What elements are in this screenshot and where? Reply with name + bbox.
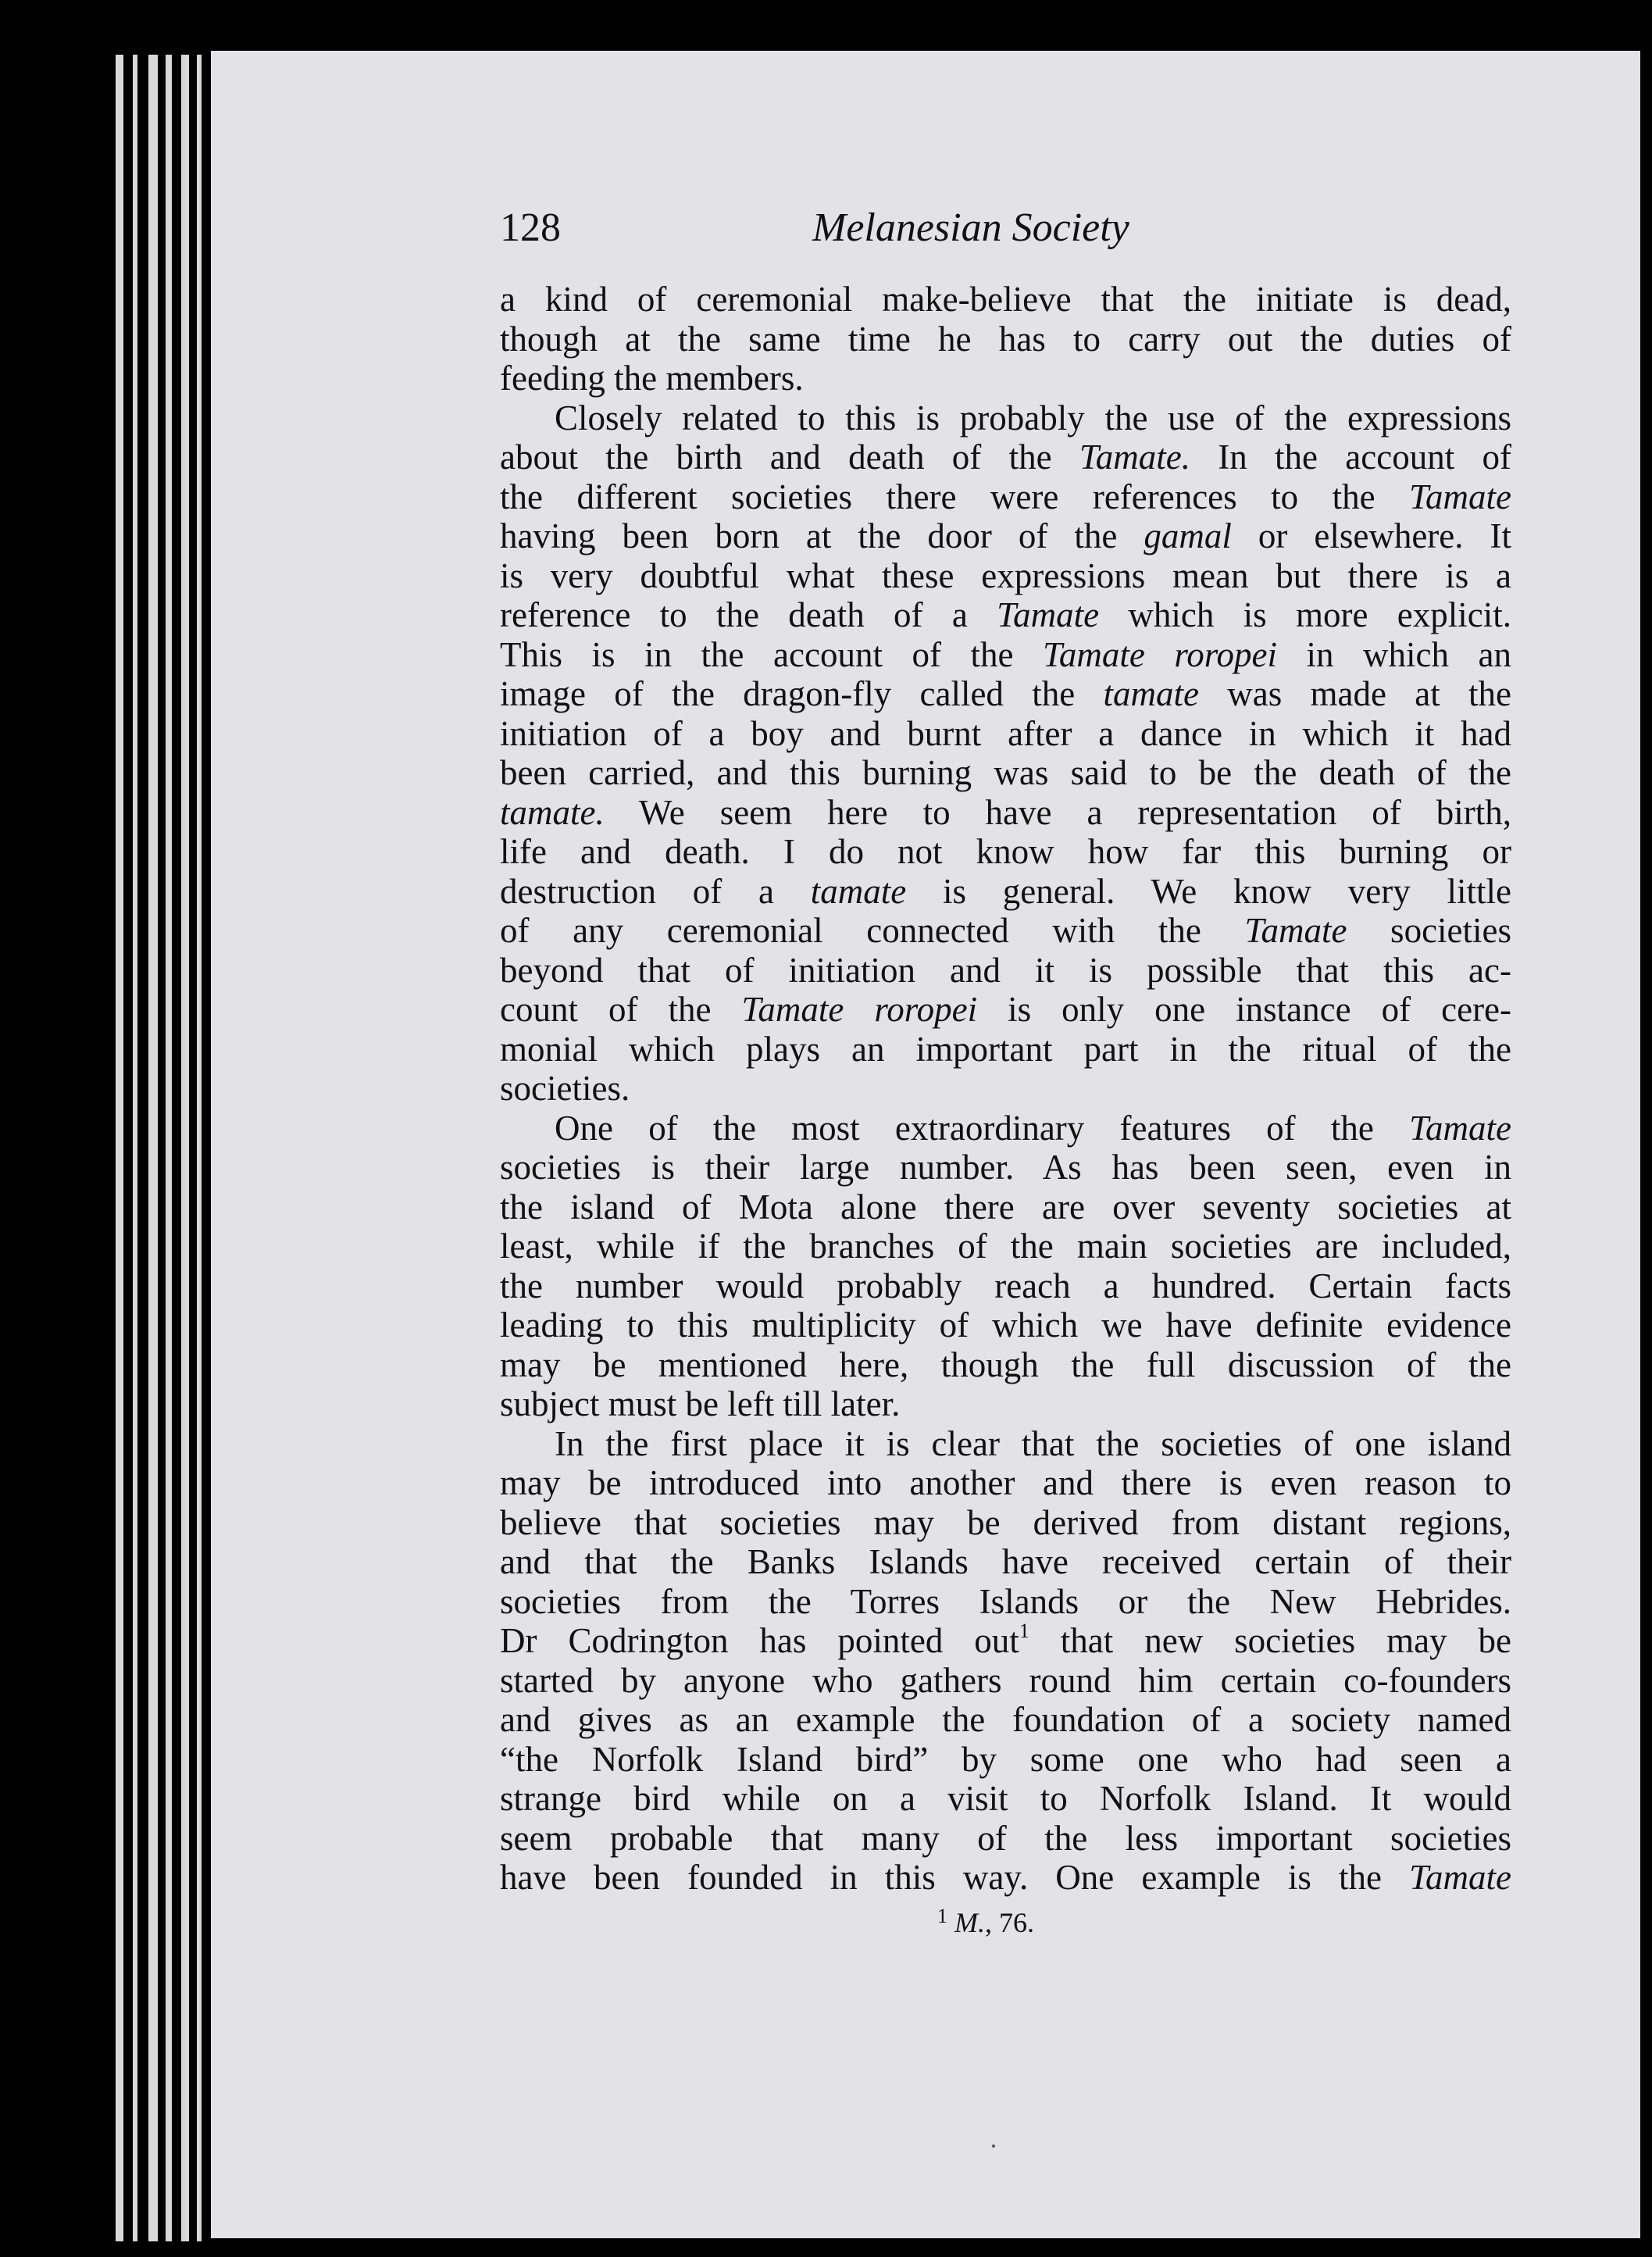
text-line: seem probable that many of the less important societies (500, 1818, 1511, 1858)
text-line: life and death. I do not know how far this burning or (500, 832, 1511, 871)
text-line: In the first place it is clear that the societies of one island (555, 1423, 1511, 1463)
page-number: 128 (500, 205, 561, 250)
page-edge (197, 55, 202, 2241)
text-line: about the birth and death of the Tamate. In the account of (500, 437, 1511, 477)
text-line: the number would probably reach a hundred. Certain facts (500, 1266, 1511, 1305)
text-line: having been born at the door of the gamal or elsewhere. It (500, 516, 1511, 555)
text-line: may be mentioned here, though the full discussion of the (500, 1345, 1511, 1384)
footnote-page: , 76. (985, 1907, 1034, 1938)
text-line: initiation of a boy and burnt after a dance in which it had (500, 713, 1511, 753)
text-line: reference to the death of a Tamate which is more explicit. (500, 595, 1512, 634)
text-line: the different societies there were references to the Tamate (500, 477, 1511, 516)
text-line: tamate. We seem here to have a representation of birth, (500, 792, 1511, 832)
text-line: societies. (500, 1069, 630, 1108)
footnote-ref: M. (954, 1907, 985, 1938)
text-line: the island of Mota alone there are over seventy societies at (500, 1187, 1511, 1227)
text-line: This is in the account of the Tamate roropei in which an (500, 634, 1511, 674)
book-spine (0, 0, 227, 2257)
page-edge (148, 55, 158, 2241)
text-line: image of the dragon-fly called the tamate was made at the (500, 674, 1511, 713)
page-header (500, 205, 1515, 267)
page-edge (166, 55, 172, 2241)
text-line: count of the Tamate roropei is only one instance of cere- (500, 990, 1512, 1029)
text-line: have been founded in this way. One example is the Tamate (500, 1858, 1511, 1897)
text-line: started by anyone who gathers round him certain co-founders (500, 1660, 1511, 1700)
text-line: though at the same time he has to carry out the duties of (500, 319, 1511, 359)
text-line: believe that societies may be derived from distant regions, (500, 1502, 1511, 1542)
footnote (937, 1906, 1034, 1939)
body-text (500, 280, 1511, 1898)
text-line: is very doubtful what these expressions mean but there is a (500, 555, 1511, 595)
text-line: beyond that of initiation and it is possible that this ac- (500, 950, 1511, 990)
text-line: leading to this multiplicity of which we have definite evidence (500, 1305, 1511, 1345)
text-line: societies from the Torres Islands or the New Hebrides. (500, 1581, 1511, 1621)
text-line: a kind of ceremonial make-believe that the initiate is dead, (500, 280, 1511, 319)
page-edge (133, 55, 137, 2241)
footnote-marker: 1 (937, 1905, 947, 1927)
text-line: Dr Codrington has pointed out$^1$ that new societies may be (500, 1620, 1511, 1660)
page-edge (116, 55, 123, 2241)
page-speck (992, 2145, 995, 2148)
text-line: been carried, and this burning was said to be the death of the (500, 753, 1511, 792)
text-line: societies is their large number. As has been seen, even in (500, 1148, 1511, 1187)
text-line: subject must be left till later. (500, 1384, 901, 1423)
text-line: monial which plays an important part in the ritual of the (500, 1029, 1511, 1069)
text-line: and that the Banks Islands have received certain of their (500, 1542, 1511, 1581)
text-line: One of the most extraordinary features of the Tamate (555, 1108, 1511, 1148)
page-edge (181, 55, 189, 2241)
text-line: Closely related to this is probably the use of the expressions (555, 398, 1511, 437)
running-title: Melanesian Society (812, 205, 1129, 250)
text-line: destruction of a tamate is general. We know very little (500, 871, 1511, 911)
text-line: and gives as an example the foundation of a society named (500, 1700, 1511, 1739)
text-line: of any ceremonial connected with the Tamate societies (500, 911, 1512, 950)
text-line: least, while if the branches of the main societies are included, (500, 1227, 1511, 1266)
text-line: feeding the members. (500, 359, 804, 398)
text-line: may be introduced into another and there is even reason to (500, 1463, 1511, 1502)
text-line: “the Norfolk Island bird” by some one who had seen a (500, 1739, 1511, 1779)
text-line: strange bird while on a visit to Norfolk Island. It would (500, 1779, 1511, 1818)
